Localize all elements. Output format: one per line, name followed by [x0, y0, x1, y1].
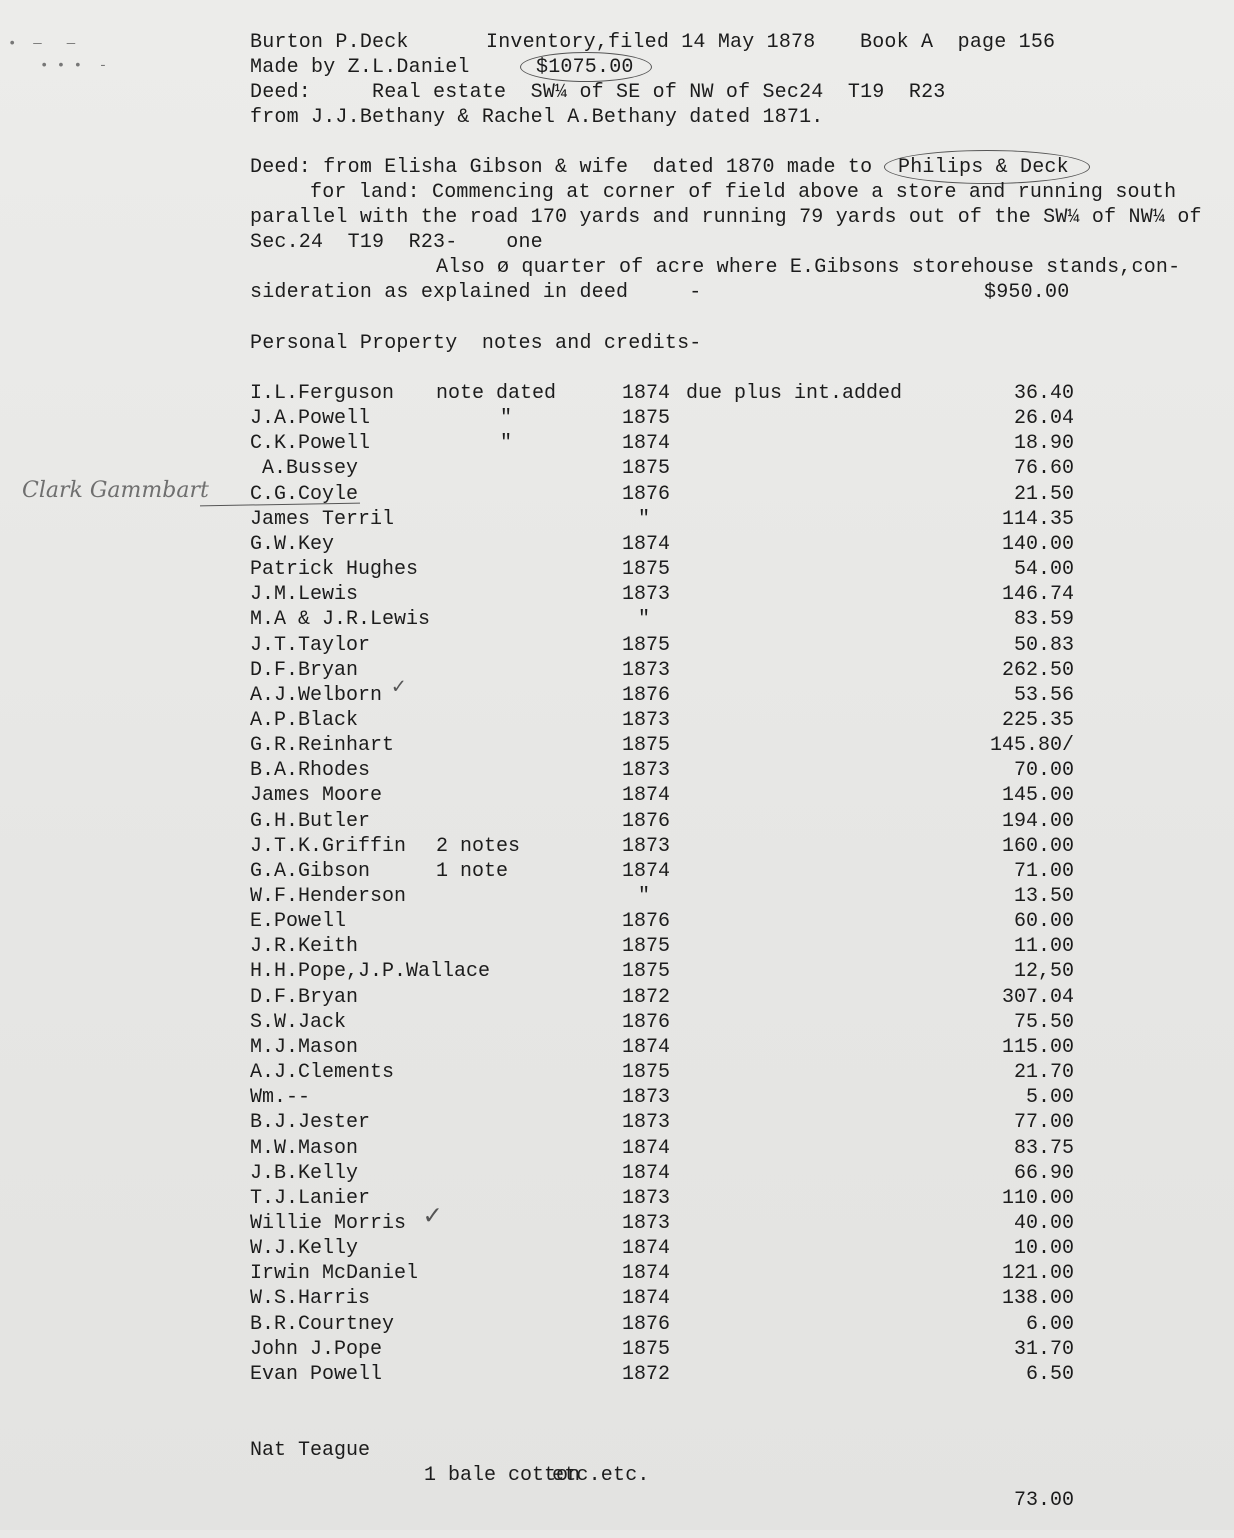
row-name: W.J.Kelly — [250, 1237, 359, 1261]
row-year: 1876 — [622, 683, 671, 707]
row-year: 1874 — [622, 1035, 671, 1059]
row-name: J.T.Taylor — [250, 633, 371, 657]
row-year: 1874 — [622, 382, 671, 405]
row-year: 1876 — [622, 809, 671, 833]
row-year: " — [638, 885, 651, 908]
row-amount: 18.90 — [1013, 432, 1074, 456]
row-amount: 225.35 — [1001, 708, 1074, 732]
table-row — [0, 1060, 1234, 1085]
deed-2-description: Also ø quarter of acre where E.Gibsons storehouse stands,con- — [436, 256, 1181, 279]
row-year: 1873 — [622, 834, 671, 858]
deed-2-description: parallel with the road 170 yards and running 79 yards out of the SW¼ of NW¼ of — [250, 206, 1202, 229]
row-year: 1875 — [622, 1061, 671, 1085]
row-amount: 6.50 — [1025, 1362, 1074, 1386]
table-row — [0, 859, 1234, 884]
table-row — [0, 607, 1234, 632]
row-year: 1873 — [622, 708, 671, 732]
row-note: " — [500, 432, 513, 456]
row-year: 1873 — [622, 1111, 671, 1135]
row-note: " — [500, 407, 513, 431]
row-amount: 194.00 — [1001, 809, 1074, 833]
row-name: Willie Morris — [250, 1211, 407, 1235]
table-row — [0, 1236, 1234, 1261]
row-amount: 11.00 — [1013, 935, 1074, 959]
table-row — [0, 1085, 1234, 1110]
check-mark-icon: ✓ — [392, 675, 406, 700]
row-year: 1874 — [622, 1287, 671, 1311]
row-name: T.J.Lanier — [250, 1186, 371, 1210]
row-name: J.M.Lewis — [250, 583, 359, 607]
table-row — [0, 1261, 1234, 1286]
row-amount: 50.83 — [1013, 633, 1074, 657]
row-amount: 40.00 — [1013, 1211, 1074, 1235]
row-year: 1876 — [622, 482, 671, 506]
row-description: due plus int.added — [686, 382, 903, 405]
row-amount: 13.50 — [1013, 885, 1074, 908]
row-year: 1874 — [622, 1262, 671, 1286]
header-filing: Inventory,filed 14 May 1878 — [486, 31, 816, 54]
row-name: H.H.Pope,J.P.Wallace — [250, 960, 491, 984]
row-amount: 115.00 — [1001, 1035, 1074, 1059]
row-year: 1874 — [622, 432, 671, 456]
row-year: " — [638, 608, 651, 632]
row-year: 1876 — [622, 1010, 671, 1034]
table-row — [0, 1186, 1234, 1211]
row-name: Irwin McDaniel — [250, 1262, 419, 1286]
row-name: J.R.Keith — [250, 935, 359, 959]
row-amount: 77.00 — [1013, 1111, 1074, 1135]
deed-1-from: from J.J.Bethany & Rachel A.Bethany dated 1871. — [250, 106, 824, 129]
table-row — [0, 1362, 1234, 1387]
table-row — [0, 532, 1234, 557]
table-row — [0, 959, 1234, 984]
row-name: A.Bussey — [250, 457, 359, 481]
row-amount: 76.60 — [1013, 457, 1074, 481]
row-year: " — [638, 507, 651, 531]
row-amount: 138.00 — [1001, 1287, 1074, 1311]
row-name: M.J.Mason — [250, 1035, 359, 1059]
row-year: 1875 — [622, 633, 671, 657]
row-amount: 73.00 — [1013, 1489, 1074, 1512]
row-name: J.B.Kelly — [250, 1161, 359, 1185]
table-row — [0, 985, 1234, 1010]
table-row — [0, 909, 1234, 934]
table-row — [0, 708, 1234, 733]
margin-note: Clark Gammbart — [22, 478, 209, 503]
table-row — [0, 783, 1234, 808]
table-row — [0, 658, 1234, 683]
row-name: John J.Pope — [250, 1337, 383, 1361]
row-amount: 21.70 — [1013, 1061, 1074, 1085]
row-note: note dated — [436, 382, 557, 405]
row-amount: 36.40 — [1013, 382, 1074, 405]
row-year: 1873 — [622, 1086, 671, 1110]
row-amount: 145.80/ — [989, 734, 1074, 758]
row-name: G.R.Reinhart — [250, 734, 395, 758]
row-name: B.R.Courtney — [250, 1312, 395, 1336]
row-amount: 110.00 — [1001, 1186, 1074, 1210]
table-row — [0, 733, 1234, 758]
row-name: J.T.K.Griffin — [250, 834, 407, 858]
row-year: 1876 — [622, 910, 671, 934]
table-row — [0, 381, 1234, 406]
table-row — [0, 1110, 1234, 1135]
table-row — [0, 834, 1234, 859]
row-amount: 60.00 — [1013, 910, 1074, 934]
row-name: G.W.Key — [250, 532, 335, 556]
scan-mark: • • • - — [40, 58, 108, 74]
table-row — [0, 1161, 1234, 1186]
row-year: 1875 — [622, 558, 671, 582]
table-row — [0, 557, 1234, 582]
scan-mark: • — — — [8, 36, 76, 52]
header-name: Burton P.Deck — [250, 31, 409, 54]
section-heading: Personal Property notes and credits- — [250, 332, 702, 355]
row-year: 1875 — [622, 960, 671, 984]
row-year: 1873 — [622, 1186, 671, 1210]
table-row — [0, 507, 1234, 532]
row-amount: 6.00 — [1025, 1312, 1074, 1336]
deed-2-description: Sec.24 T19 R23- one — [250, 231, 543, 254]
row-year: 1873 — [622, 583, 671, 607]
table-row — [0, 1035, 1234, 1060]
row-year: 1875 — [622, 734, 671, 758]
row-name: James Moore — [250, 784, 383, 808]
table-row — [0, 934, 1234, 959]
row-note: 1 note — [436, 859, 509, 883]
deed-2-grantee: Philips & Deck — [898, 156, 1069, 179]
table-row — [0, 1211, 1234, 1236]
row-name: A.P.Black — [250, 708, 359, 732]
row-amount: 146.74 — [1001, 583, 1074, 607]
row-amount: 145.00 — [1001, 784, 1074, 808]
row-year: 1874 — [622, 1237, 671, 1261]
row-year: 1876 — [622, 1312, 671, 1336]
row-amount: 140.00 — [1001, 532, 1074, 556]
row-year: 1875 — [622, 407, 671, 431]
row-amount: 12,50 — [1013, 960, 1074, 984]
row-name: B.A.Rhodes — [250, 759, 371, 783]
row-amount: 83.59 — [1013, 608, 1074, 632]
row-amount: 10.00 — [1013, 1237, 1074, 1261]
row-name: D.F.Bryan — [250, 985, 359, 1009]
header-total-amount: $1075.00 — [536, 56, 634, 79]
row-name: I.L.Ferguson — [250, 382, 395, 405]
deed-2-line: Deed: from Elisha Gibson & wife dated 1870 made to — [250, 156, 873, 179]
row-amount: 114.35 — [1001, 507, 1074, 531]
table-row — [0, 582, 1234, 607]
row-name: W.F.Henderson — [250, 885, 407, 908]
row-name: M.A & J.R.Lewis — [250, 608, 431, 632]
row-amount: 53.56 — [1013, 683, 1074, 707]
row-amount: 66.90 — [1013, 1161, 1074, 1185]
table-row — [0, 884, 1234, 909]
row-name: C.K.Powell — [250, 432, 371, 456]
row-name: Nat Teague — [250, 1439, 371, 1462]
row-name: J.A.Powell — [250, 407, 371, 431]
row-year: 1873 — [622, 658, 671, 682]
row-name: E.Powell — [250, 910, 347, 934]
row-note: 1 bale cotton — [424, 1464, 581, 1487]
row-amount: 21.50 — [1013, 482, 1074, 506]
table-row — [0, 431, 1234, 456]
row-name: Wm.-- — [250, 1086, 311, 1110]
closing-text: etc.etc. — [552, 1464, 650, 1487]
row-year: 1873 — [622, 1211, 671, 1235]
row-year: 1873 — [622, 759, 671, 783]
deed-2-consideration: sideration as explained in deed - — [250, 281, 702, 304]
table-row — [0, 482, 1234, 507]
row-year: 1875 — [622, 457, 671, 481]
table-row — [0, 406, 1234, 431]
row-amount: 26.04 — [1013, 407, 1074, 431]
row-year: 1874 — [622, 784, 671, 808]
row-amount: 71.00 — [1013, 859, 1074, 883]
check-mark-icon: ✓ — [424, 1202, 441, 1233]
row-year: 1874 — [622, 1161, 671, 1185]
row-year: 1874 — [622, 532, 671, 556]
row-name: Evan Powell — [250, 1362, 383, 1386]
row-year: 1874 — [622, 1136, 671, 1160]
row-name: W.S.Harris — [250, 1287, 371, 1311]
header-book-page: Book A page 156 — [860, 31, 1056, 54]
table-row — [0, 758, 1234, 783]
row-year: 1875 — [622, 1337, 671, 1361]
row-amount: 262.50 — [1001, 658, 1074, 682]
row-name: C.G.Coyle — [250, 482, 359, 506]
row-year: 1874 — [622, 859, 671, 883]
row-year: 1872 — [622, 1362, 671, 1386]
row-amount: 83.75 — [1013, 1136, 1074, 1160]
row-amount: 160.00 — [1001, 834, 1074, 858]
row-name: G.H.Butler — [250, 809, 371, 833]
row-name: M.W.Mason — [250, 1136, 359, 1160]
table-row — [0, 683, 1234, 708]
row-year: 1875 — [622, 935, 671, 959]
row-name: S.W.Jack — [250, 1010, 347, 1034]
table-row — [0, 1010, 1234, 1035]
row-amount: 54.00 — [1013, 558, 1074, 582]
row-amount: 70.00 — [1013, 759, 1074, 783]
row-name: A.J.Welborn — [250, 683, 383, 707]
row-year: 1872 — [622, 985, 671, 1009]
row-amount: 75.50 — [1013, 1010, 1074, 1034]
table-row — [0, 809, 1234, 834]
row-name: A.J.Clements — [250, 1061, 395, 1085]
table-row — [0, 456, 1234, 481]
table-row — [0, 633, 1234, 658]
row-name: James Terril — [250, 507, 395, 531]
table-row — [0, 1136, 1234, 1161]
row-amount: 5.00 — [1025, 1086, 1074, 1110]
row-note: 2 notes — [436, 834, 521, 858]
row-name: G.A.Gibson — [250, 859, 371, 883]
table-row — [0, 1286, 1234, 1311]
deed-2-description: for land: Commencing at corner of field above a store and running south — [310, 181, 1177, 204]
row-amount: 31.70 — [1013, 1337, 1074, 1361]
deed-2-amount: $950.00 — [984, 281, 1070, 304]
row-name: B.J.Jester — [250, 1111, 371, 1135]
row-name: Patrick Hughes — [250, 558, 419, 582]
deed-1-line: Deed: Real estate SW¼ of SE of NW of Sec24 T19 R23 — [250, 81, 946, 104]
row-amount: 121.00 — [1001, 1262, 1074, 1286]
row-name: D.F.Bryan — [250, 658, 359, 682]
row-amount: 307.04 — [1001, 985, 1074, 1009]
table-row — [0, 1337, 1234, 1362]
header-made-by: Made by Z.L.Daniel — [250, 56, 470, 79]
table-row — [0, 1312, 1234, 1337]
